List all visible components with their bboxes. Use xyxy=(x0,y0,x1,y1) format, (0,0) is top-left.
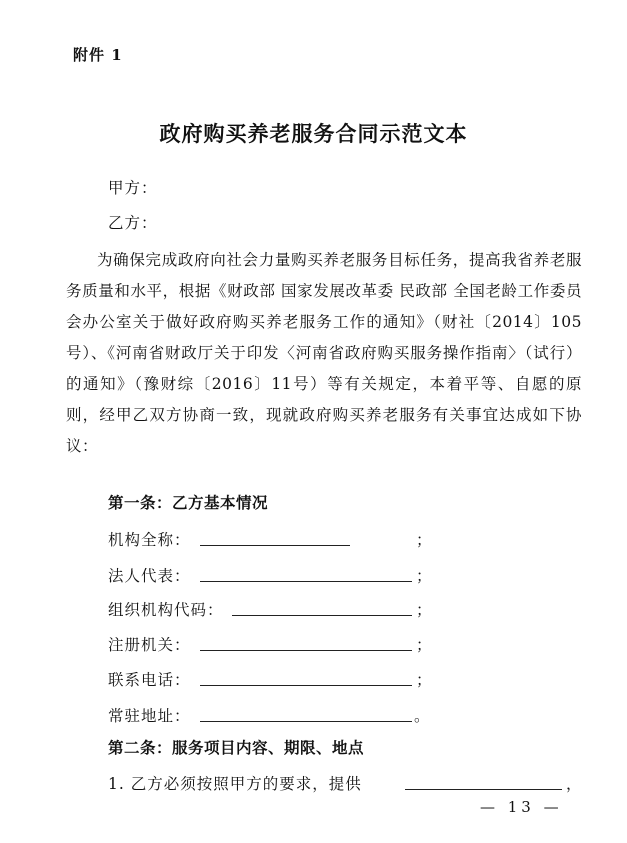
blank-line xyxy=(200,721,412,722)
field-institution-name xyxy=(108,528,438,552)
field-address xyxy=(108,704,438,728)
blank-line xyxy=(200,685,412,686)
field-end-punct: ； xyxy=(416,671,432,689)
field-label: 注册机关： xyxy=(108,636,191,654)
blank-line xyxy=(200,650,412,651)
field-label: 联系电话： xyxy=(108,671,191,689)
blank-line xyxy=(200,581,412,582)
blank-line xyxy=(200,545,350,546)
field-label: 组织机构代码： xyxy=(108,601,224,619)
section-2-heading: 第二条：服务项目内容、期限、地点 xyxy=(108,739,365,757)
field-legal-representative xyxy=(108,564,438,588)
attachment-label: 附件 1 xyxy=(73,46,123,64)
field-end-punct: 。 xyxy=(414,707,430,725)
item-1-text: 1. 乙方必须按照甲方的要求，提供 xyxy=(108,775,362,793)
field-label: 法人代表： xyxy=(108,567,191,585)
field-organization-code xyxy=(108,598,438,622)
section-1-heading: 第一条：乙方基本情况 xyxy=(108,494,269,512)
field-end-punct: ； xyxy=(416,601,432,619)
preamble-paragraph: 为确保完成政府向社会力量购买养老服务目标任务，提高我省养老服务质量和水平，根据《财政部 国家发展改革委 民政部 全国老龄工作委员会办公室关于做好政府购买养老服务工作的通知》（财社〔2014〕105号）、《河南省财政厅关于印发〈河南省政府购买服务操作指南〉（试行）的通知》（豫财综〔2016〕11号）等有关规定，本着平等、自愿的原则，经甲乙双方协商一致，现就政府购买养老服务有关事宜达成如下协议： xyxy=(66,251,582,455)
field-registration-authority xyxy=(108,633,438,657)
field-end-punct: ； xyxy=(416,567,432,585)
field-phone xyxy=(108,668,438,692)
party-b-line: 乙方： xyxy=(108,214,158,232)
blank-line xyxy=(232,615,412,616)
field-end-punct: ； xyxy=(416,636,432,654)
item-1-end-punct: ， xyxy=(566,775,582,793)
item-1-blank-line xyxy=(405,789,562,790)
party-a-line: 甲方： xyxy=(108,179,158,197)
field-end-punct: ； xyxy=(416,531,432,549)
page-number: — 13 — xyxy=(480,798,563,816)
field-label: 常驻地址： xyxy=(108,707,191,725)
document-title: 政府购买养老服务合同示范文本 xyxy=(159,122,468,146)
field-label: 机构全称： xyxy=(108,531,191,549)
